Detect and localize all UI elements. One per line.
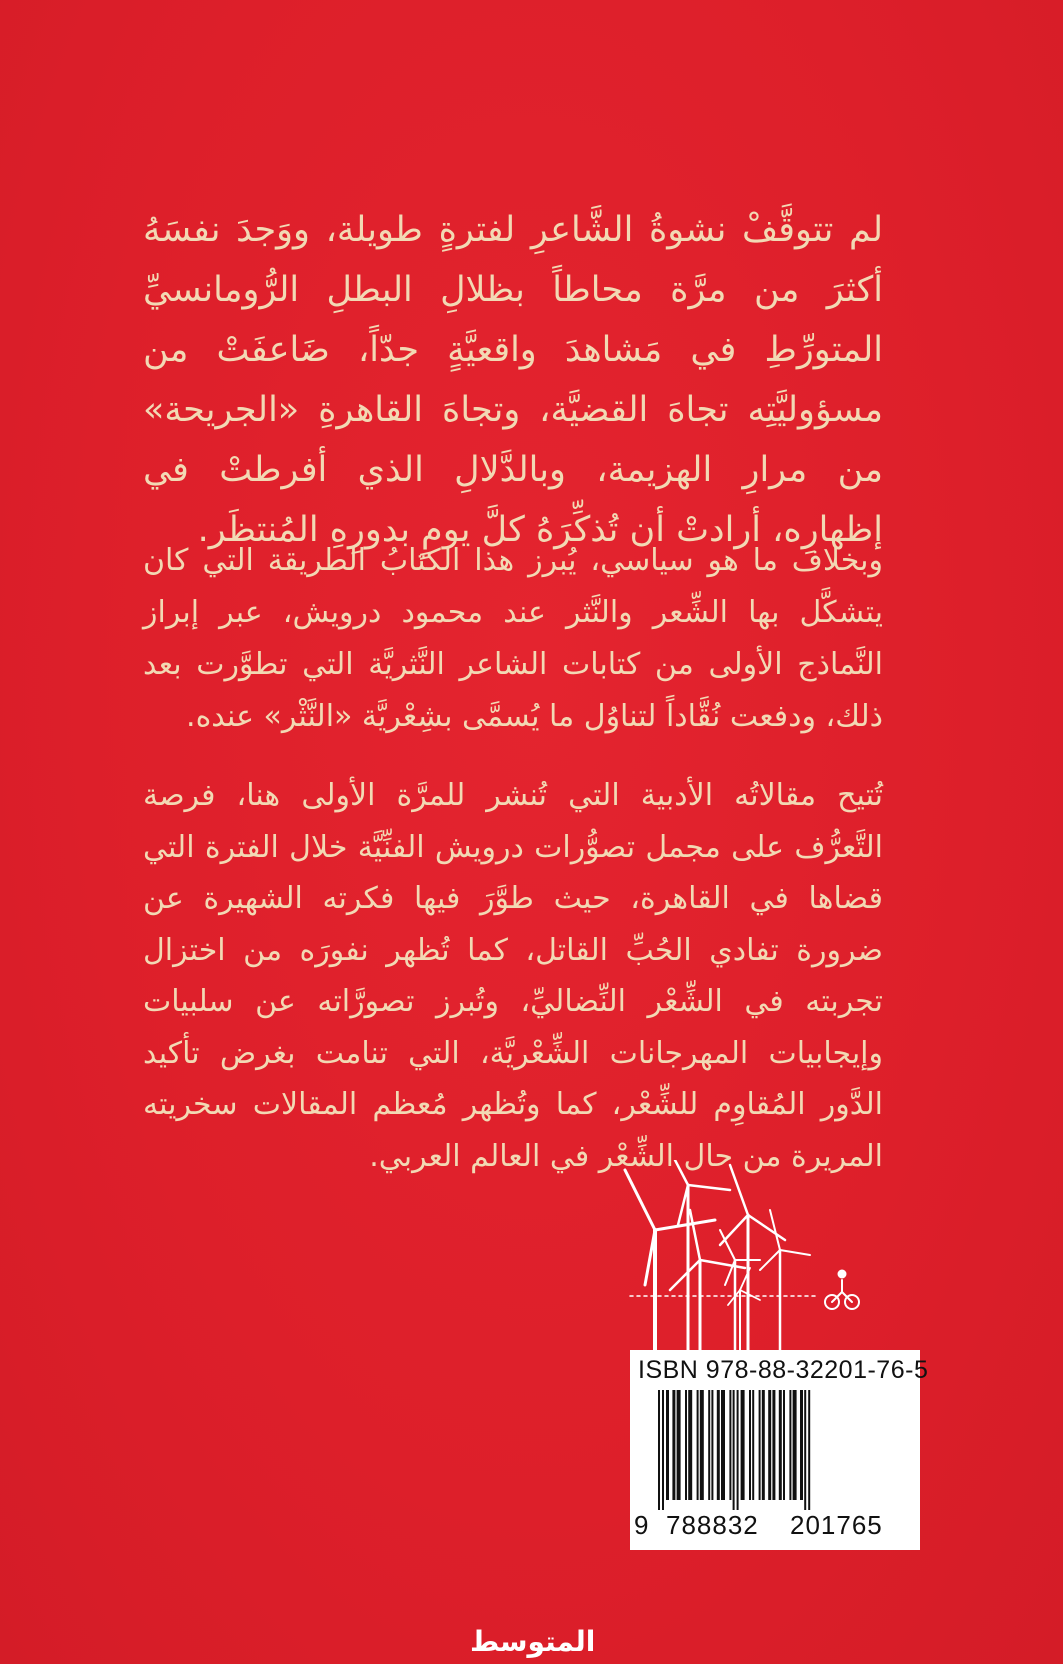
barcode-bar <box>672 1390 675 1500</box>
barcode-digits-right: 201765 <box>790 1510 883 1540</box>
wind-turbines-illustration <box>620 1160 890 1350</box>
barcode-bar <box>759 1390 761 1500</box>
barcode-guard-bar <box>733 1390 735 1510</box>
barcode-guard-bar <box>808 1390 810 1510</box>
barcode-bar <box>752 1390 754 1500</box>
paragraph-2: وبخلاف ما هو سياسي، يُبرز هذا الكتابُ الطريقة التي كان يتشكَّل بها الشِّعر والنَّثر عند محمود درويش، عبر إبراز النَّماذج الأولى من كتابات الشاعر النَّثريَّة التي تطوَّرت بعد ذلك، ودفعت نُقَّاداً لتناوُل ما يُسمَّى بشِعْريَّة «النَّثْر» عنده. <box>143 543 883 734</box>
barcode-bar <box>717 1390 720 1500</box>
barcode-bar <box>685 1390 687 1500</box>
barcode-bar <box>783 1390 785 1500</box>
barcode-lead-digit: 9 <box>634 1510 649 1540</box>
barcode-bar <box>762 1390 765 1500</box>
paragraph-3: تُتيح مقالاتُه الأدبية التي تُنشر للمرَّة الأولى هنا، فرصة التَّعرُّف على مجمل تصوُّرات درويش الفنِّيَّة خلال الفترة التي قضاها في القاهرة، حيث طوَّرَ فيها فكرته الشهيرة عن ضرورة تفادي الحُبِّ القاتل، كما تُظهر نفورَه من اختزال تجربته في الشِّعْر النِّضاليِّ، وتُبرز تصورَّاته عن سلبيات وإيجابيات المهرجانات الشِّعْريَّة، التي تنامت بغرض تأكيد الدَّور المُقاوِم للشِّعْر، كما وتُظهر مُعظم المقالات سخريته المريرة من حال الشِّعْر في العالم العربي. <box>143 778 883 1174</box>
barcode-bar <box>789 1390 791 1500</box>
barcode-bar <box>779 1390 782 1500</box>
publisher-logo: المتوسط <box>470 1625 596 1658</box>
barcode-bar <box>697 1390 699 1500</box>
barcode-bar <box>729 1390 731 1500</box>
paragraph-1: لم تتوقَّفْ نشوةُ الشَّاعرِ لفترةٍ طويلة، ووَجدَ نفسَهُ أكثرَ من مرَّة محاطاً بظلالِ البطلِ الرُّومانسيِّ المتورِّطِ في مَشاهدَ واقعيَّةٍ جدّاً، ضَاعفَتْ من مسؤوليَّتِه تجاهَ القضيَّة، وتجاهَ القاهرةِ «الجريحة» من مرارِ الهزيمة، وبالدَّلالِ الذي أفرطتْ في إظهارِه، أرادتْ أن تُذكِّرَهُ كلَّ يومٍ بدورِهِ المُنتظَر. <box>143 210 883 550</box>
barcode-bar <box>677 1390 681 1500</box>
barcode-bar <box>711 1390 713 1500</box>
barcode-guard-bar <box>804 1390 806 1510</box>
isbn-number: ISBN 978-88-32201-76-5 <box>638 1356 929 1384</box>
barcode-bar <box>800 1390 803 1500</box>
barcode-bar <box>708 1390 710 1500</box>
barcode-digits-left: 788832 <box>666 1510 759 1540</box>
barcode-guard-bar <box>658 1390 660 1510</box>
barcode-guard-bar <box>662 1390 664 1510</box>
barcode-bar <box>749 1390 751 1500</box>
barcode-bar <box>768 1390 771 1500</box>
barcode-bars <box>638 1390 912 1510</box>
barcode-bar <box>721 1390 725 1500</box>
barcode-bar <box>700 1390 704 1500</box>
barcode-bar <box>772 1390 775 1500</box>
barcode-bar <box>688 1390 692 1500</box>
isbn-barcode <box>630 1350 929 1550</box>
barcode-bar <box>793 1390 797 1500</box>
barcode-guard-bar <box>737 1390 739 1510</box>
barcode-bar <box>666 1390 669 1500</box>
barcode-bar <box>741 1390 745 1500</box>
